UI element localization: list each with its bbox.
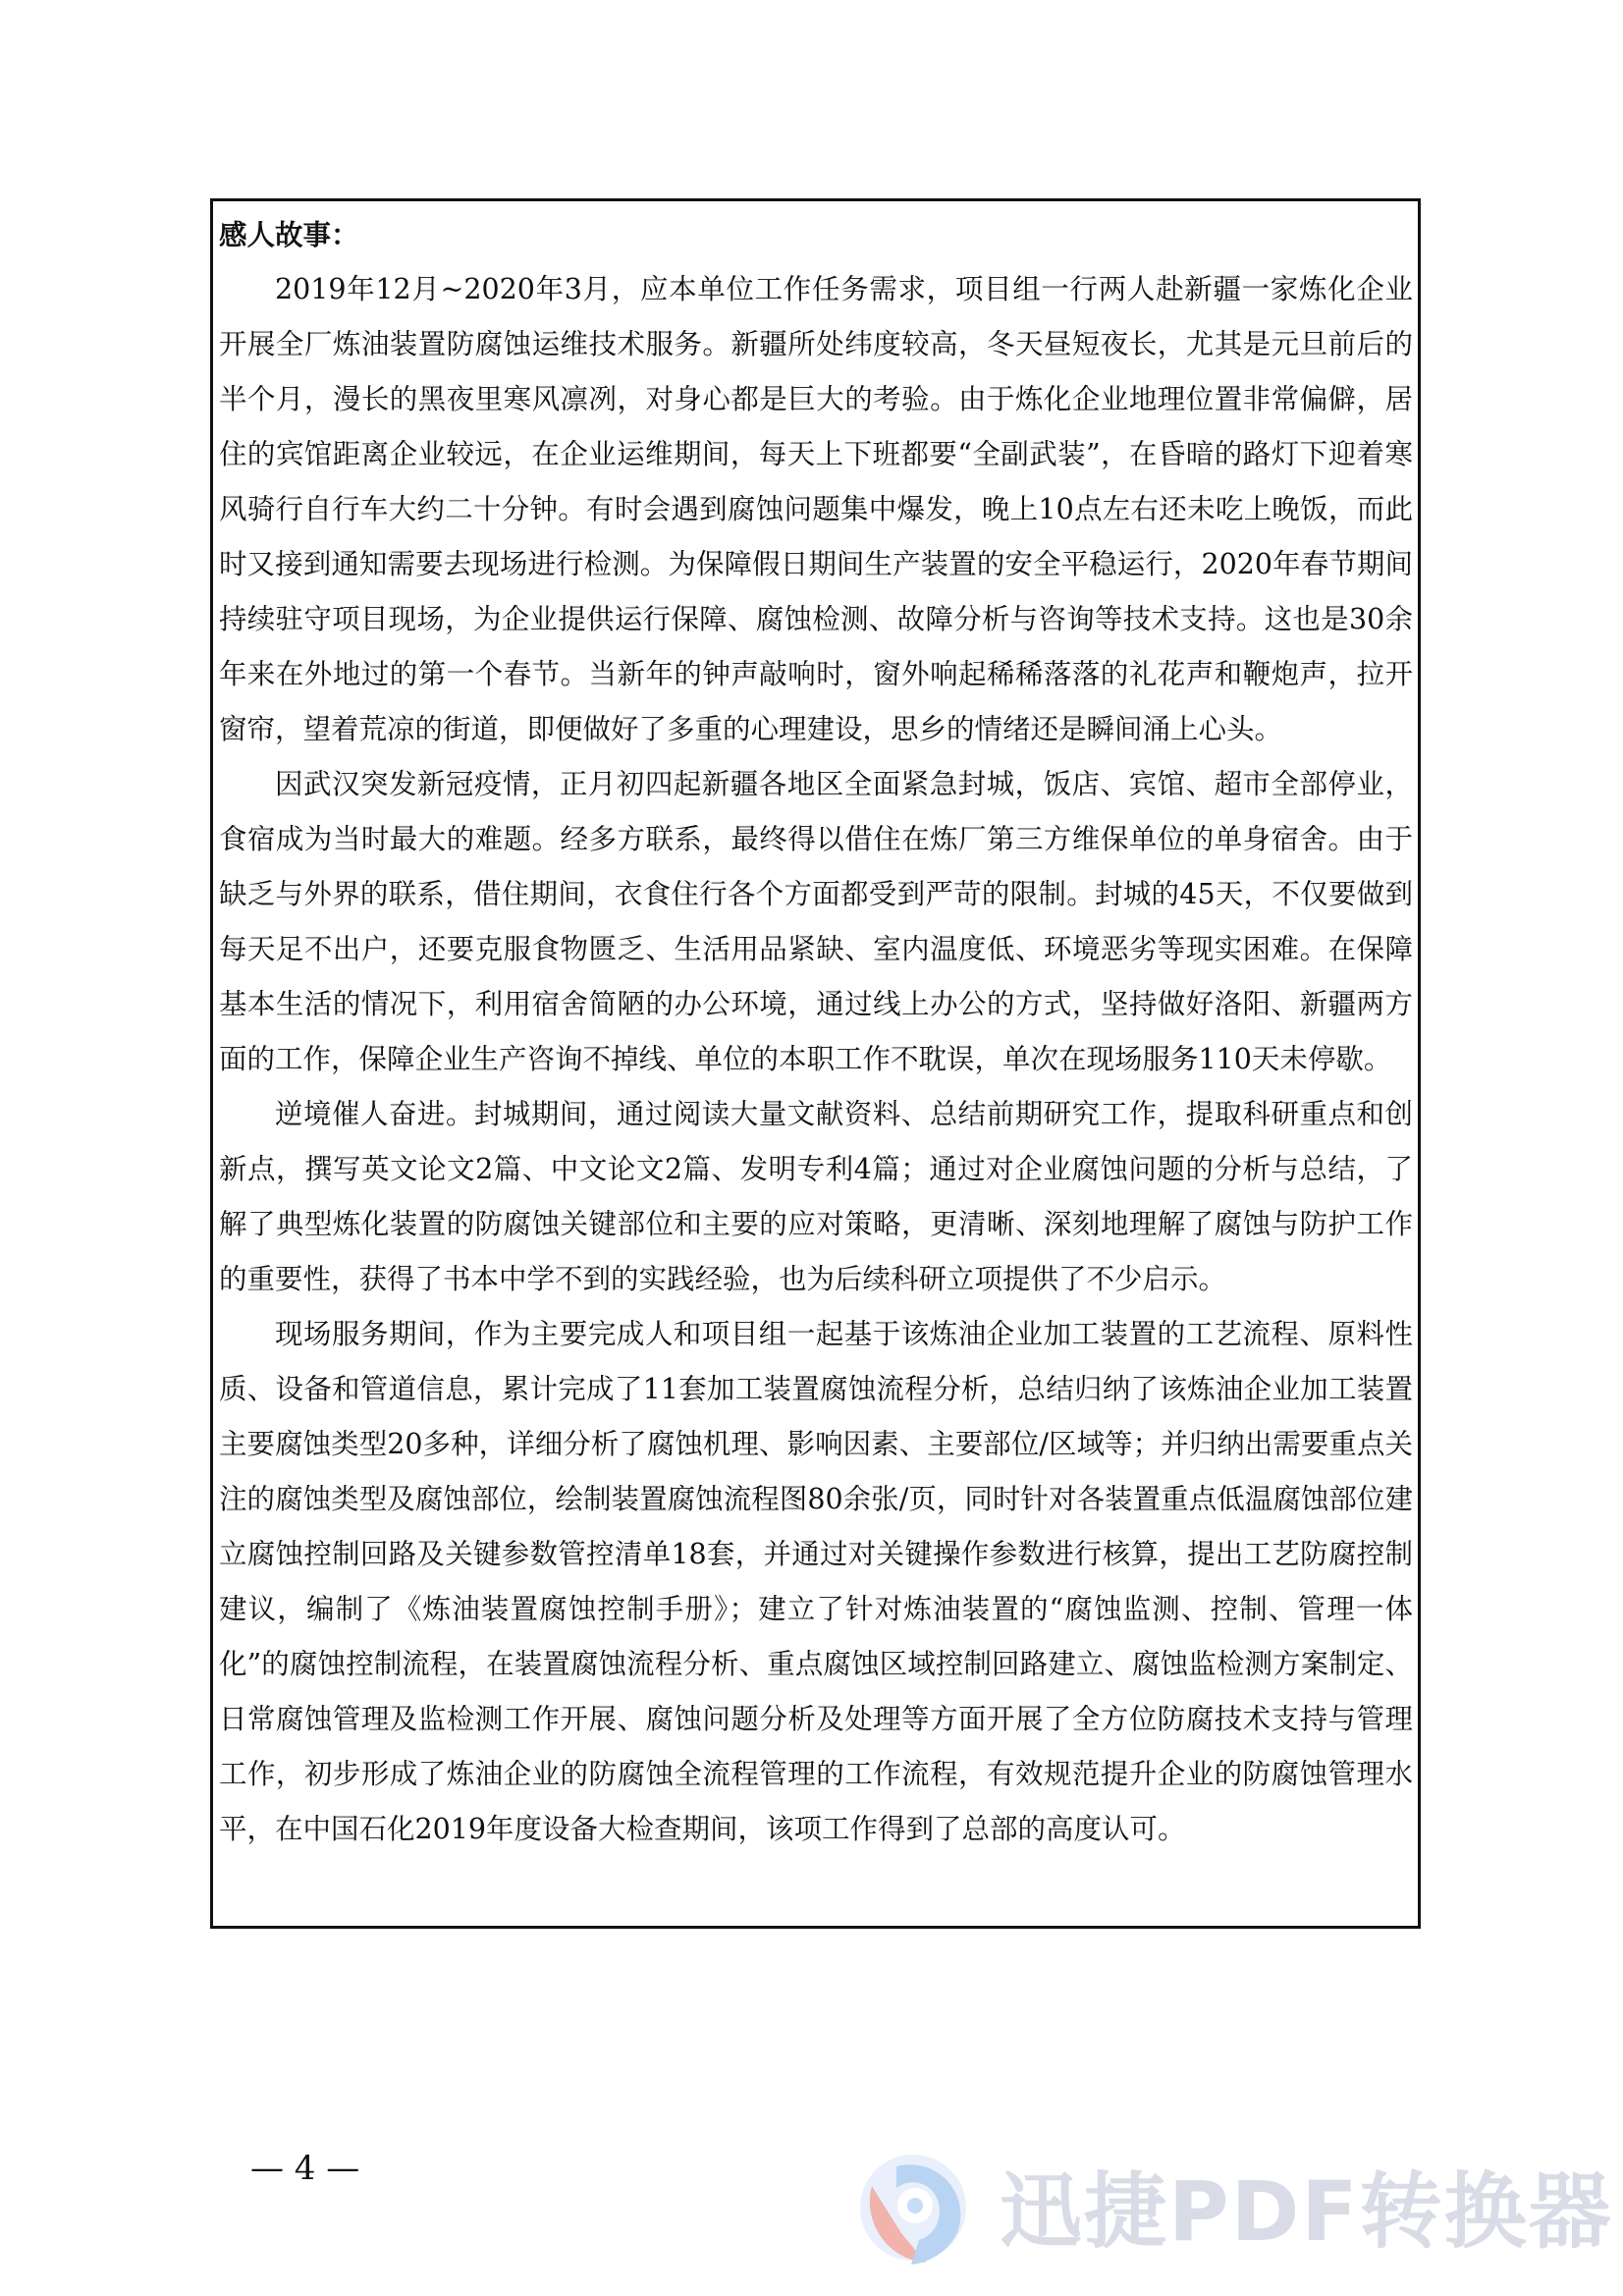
paragraph-1: 2019年12月~2020年3月，应本单位工作任务需求，项目组一行两人赴新疆一家炼化企业开展全厂炼油装置防腐蚀运维技术服务。新疆所处纬度较高，冬天昼短夜长，尤其是元旦前后的半个月，漫长的黑夜里寒风凛冽，对身心都是巨大的考验。由于炼化企业地理位置非常偏僻，居住的宾馆距离企业较远，在企业运维期间，每天上下班都要“全副武装”，在昏暗的路灯下迎着寒风骑行自行车大约二十分钟。有时会遇到腐蚀问题集中爆发，晚上10点左右还未吃上晚饭，而此时又接到通知需要去现场进行检测。为保障假日期间生产装置的安全平稳运行，2020年春节期间持续驻守项目现场，为企业提供运行保障、腐蚀检测、故障分析与咨询等技术支持。这也是30余年来在外地过的第一个春节。当新年的钟声敲响时，窗外响起稀稀落落的礼花声和鞭炮声，拉开窗帘，望着荒凉的街道，即便做好了多重的心理建设，思乡的情绪还是瞬间涌上心头。	[219, 273, 1413, 745]
watermark	[842, 2147, 1613, 2274]
paragraph-3: 逆境催人奋进。封城期间，通过阅读大量文献资料、总结前期研究工作，提取科研重点和创新点，撰写英文论文2篇、中文论文2篇、发明专利4篇；通过对企业腐蚀问题的分析与总结，了解了典型炼化装置的防腐蚀关键部位和主要的应对策略，更清晰、深刻地理解了腐蚀与防护工作的重要性，获得了书本中学不到的实践经验，也为后续科研立项提供了不少启示。	[219, 1098, 1413, 1295]
paragraph-4: 现场服务期间，作为主要完成人和项目组一起基于该炼油企业加工装置的工艺流程、原料性质、设备和管道信息，累计完成了11套加工装置腐蚀流程分析，总结归纳了该炼油企业加工装置主要腐蚀类型20多种，详细分析了腐蚀机理、影响因素、主要部位/区域等；并归纳出需要重点关注的腐蚀类型及腐蚀部位，绘制装置腐蚀流程图80余张/页，同时针对各装置重点低温腐蚀部位建立腐蚀控制回路及关键参数管控清单18套，并通过对关键操作参数进行核算，提出工艺防腐控制建议，编制了《炼油装置腐蚀控制手册》；建立了针对炼油装置的“腐蚀监测、控制、管理一体化”的腐蚀控制流程，在装置腐蚀流程分析、重点腐蚀区域控制回路建立、腐蚀监检测方案制定、日常腐蚀管理及监检测工作开展、腐蚀问题分析及处理等方面开展了全方位防腐技术支持与管理工作，初步形成了炼油企业的防腐蚀全流程管理的工作流程，有效规范提升企业的防腐蚀管理水平，在中国石化2019年度设备大检查期间，该项工作得到了总部的高度认可。	[219, 1318, 1413, 1845]
paragraph-2: 因武汉突发新冠疫情，正月初四起新疆各地区全面紧急封城，饭店、宾馆、超市全部停业，食宿成为当时最大的难题。经多方联系，最终得以借住在炼厂第三方维保单位的单身宿舍。由于缺乏与外界的联系，借住期间，衣食住行各个方面都受到严苛的限制。封城的45天，不仅要做到每天足不出户，还要克服食物匮乏、生活用品紧缺、室内温度低、环境恶劣等现实困难。在保障基本生活的情况下，利用宿舍简陋的办公环境，通过线上办公的方式，坚持做好洛阳、新疆两方面的工作，保障企业生产咨询不掉线、单位的本职工作不耽误，单次在现场服务110天未停歇。	[219, 768, 1413, 1075]
section-heading: 感人故事：	[219, 218, 359, 251]
page-number: — 4 —	[250, 2149, 360, 2188]
xunjie-logo-icon	[842, 2147, 980, 2274]
story-content	[219, 207, 1413, 1857]
watermark-text: 迅捷PDF转换器	[1000, 2163, 1613, 2260]
story-box	[210, 198, 1421, 1929]
